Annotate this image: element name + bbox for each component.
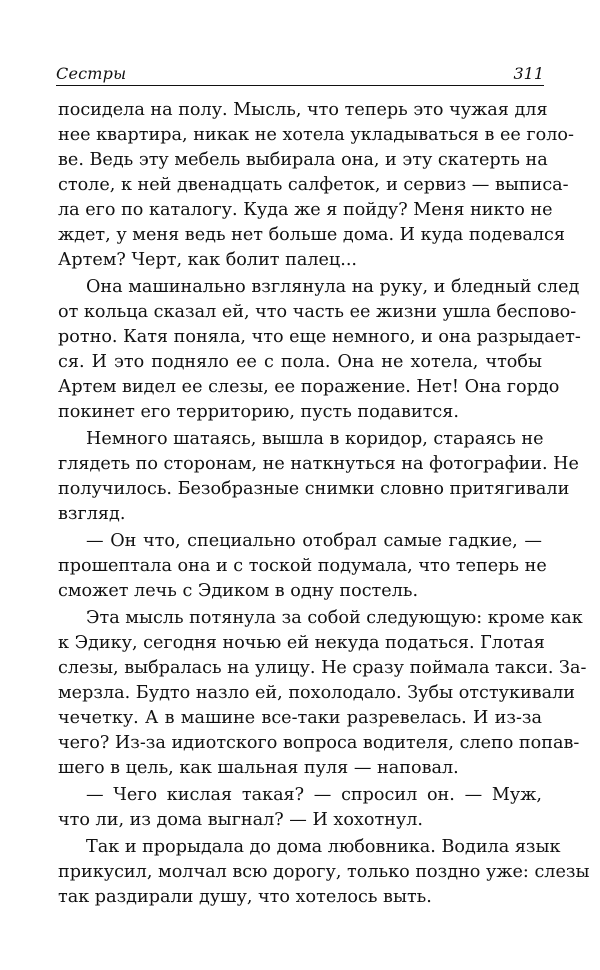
body-text <box>58 98 590 910</box>
text-line: ротно. Катя поняла, что еще немного, и она разрыдает- <box>58 327 581 347</box>
text-line: Артем? Черт, как болит палец... <box>58 250 358 270</box>
text-line: покинет его территорию, пусть подавится. <box>58 402 459 422</box>
text-line: глядеть по сторонам, не наткнуться на фотографии. Не <box>58 454 579 474</box>
paragraph <box>58 606 587 781</box>
text-line: что ли, из дома выгнал? — И хохотнул. <box>58 810 424 830</box>
text-line: ве. Ведь эту мебель выбирала она, и эту скатерть на <box>58 150 548 170</box>
text-line: ждет, у меня ведь нет больше дома. И куда подевался <box>58 225 565 245</box>
text-line: мерзла. Будто назло ей, похолодало. Зубы отстукивали <box>58 683 575 703</box>
text-line: Немного шатаясь, вышла в коридор, стараясь не <box>86 429 544 449</box>
paragraph <box>58 783 542 833</box>
text-line: к Эдику, сегодня ночью ей некуда податься. Глотая <box>58 633 545 653</box>
text-line: Эта мысль потянула за собой следующую: кроме как <box>86 608 583 628</box>
text-line: чего? Из-за идиотского вопроса водителя, слепо попав- <box>58 733 580 753</box>
text-line: ся. И это подняло ее с пола. Она не хотела, чтобы <box>58 352 542 372</box>
paragraph <box>58 529 547 604</box>
paragraph <box>58 98 574 273</box>
text-line: чечетку. А в машине все-таки разревелась. И из-за <box>58 708 542 728</box>
paragraph <box>58 835 590 910</box>
text-line: ла его по каталогу. Куда же я пойду? Меня никто не <box>58 200 553 220</box>
text-line: посидела на полу. Мысль, что теперь это чужая для <box>58 100 548 120</box>
header-rule <box>56 85 544 86</box>
text-line: Она машинально взглянула на руку, и бледный след <box>86 277 580 297</box>
text-line: так раздирали душу, что хотелось выть. <box>58 887 432 907</box>
page-number: 311 <box>513 64 544 83</box>
text-line: шего в цель, как шальная пуля — наповал. <box>58 758 459 778</box>
text-line: — Чего кислая такая? — спросил он. — Муж, <box>86 785 542 805</box>
text-line: столе, к ней двенадцать салфеток, и сервиз — выписа- <box>58 175 569 195</box>
text-line: сможет лечь с Эдиком в одну постель. <box>58 581 419 601</box>
text-line: слезы, выбралась на улицу. Не сразу поймала такси. За- <box>58 658 587 678</box>
text-line: взгляд. <box>58 504 126 524</box>
running-head-title: Сестры <box>56 64 127 83</box>
text-line: от кольца сказал ей, что часть ее жизни ушла бесповo- <box>58 302 577 322</box>
paragraph <box>58 275 581 425</box>
paragraph <box>58 427 579 527</box>
text-line: нее квартира, никак не хотела укладываться в ее голо- <box>58 125 574 145</box>
running-head <box>56 62 544 86</box>
text-line: прошептала она и с тоской подумала, что теперь не <box>58 556 547 576</box>
text-line: — Он что, специально отобрал самые гадкие, — <box>86 531 542 551</box>
text-line: Артем видел ее слезы, ее поражение. Нет! Она гордо <box>58 377 560 397</box>
text-line: прикусил, молчал всю дорогу, только поздно уже: слезы <box>58 862 590 882</box>
text-line: Так и прорыдала до дома любовника. Водила язык <box>86 837 561 857</box>
text-line: получилось. Безобразные снимки словно притягивали <box>58 479 570 499</box>
